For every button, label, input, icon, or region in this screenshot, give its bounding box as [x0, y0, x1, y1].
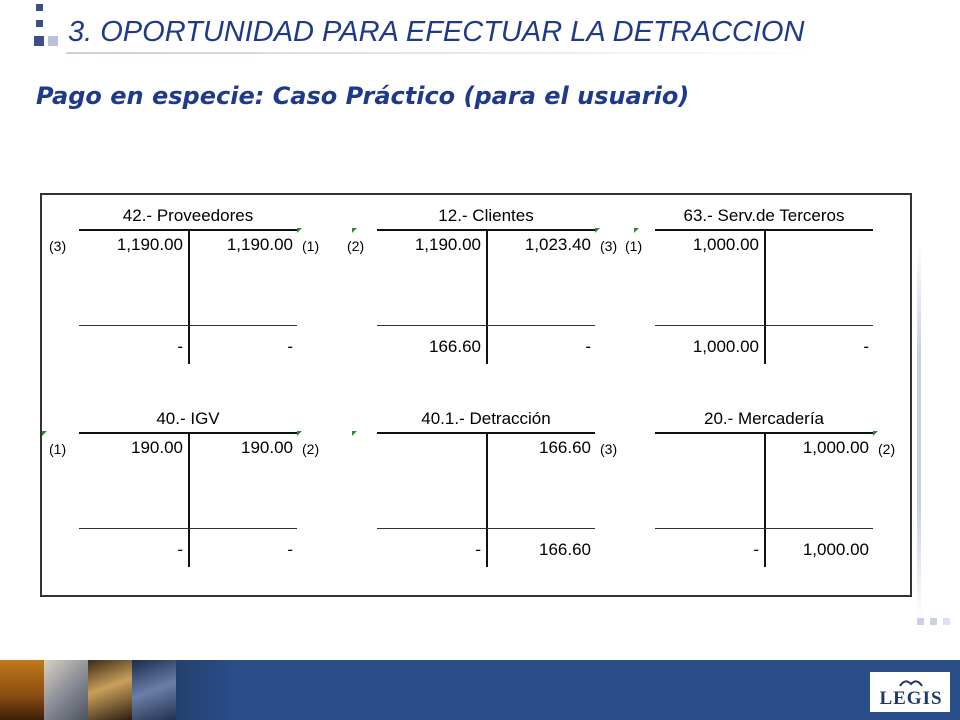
debit-balance: -	[475, 540, 481, 559]
debit-value: 190.00	[131, 438, 183, 457]
credit-balance: -	[863, 337, 869, 356]
account-total-line	[79, 325, 297, 326]
t-account-clientes	[347, 206, 618, 366]
debit-balance: -	[753, 540, 759, 559]
corner-marker	[352, 228, 357, 233]
account-divider	[764, 433, 766, 567]
credit-balance: -	[585, 337, 591, 356]
t-account-serv-terceros	[625, 206, 875, 366]
entry-ref: (1)	[49, 441, 67, 457]
account-title: 63.- Serv.de Terceros	[683, 206, 845, 225]
corner-marker	[297, 228, 302, 233]
debit-balance: -	[177, 540, 183, 559]
decor-vertical-bar	[917, 240, 921, 620]
account-title: 42.- Proveedores	[122, 206, 254, 225]
footer-photo-doctor	[44, 660, 88, 720]
decor-square	[34, 36, 44, 46]
account-title: 20.- Mercadería	[704, 409, 824, 428]
corner-marker	[595, 228, 600, 233]
debit-value: 1,190.00	[116, 235, 183, 254]
account-total-line	[655, 325, 873, 326]
debit-value: 1,000.00	[692, 235, 759, 254]
title-underline	[66, 52, 826, 54]
account-title: 12.- Clientes	[438, 206, 534, 225]
credit-balance: 1,000.00	[802, 540, 869, 559]
entry-ref: (2)	[302, 441, 320, 457]
debit-balance: -	[177, 337, 183, 356]
entry-ref: (1)	[302, 238, 320, 254]
account-total-line	[377, 528, 595, 529]
account-total-line	[79, 528, 297, 529]
decor-square	[917, 618, 924, 625]
entry-ref: (2)	[347, 238, 365, 254]
t-account-proveedores	[49, 206, 320, 366]
debit-balance: 166.60	[429, 337, 481, 356]
decor-square	[36, 4, 43, 11]
corner-marker	[42, 431, 47, 436]
entry-ref: (3)	[49, 238, 67, 254]
account-total-line	[377, 325, 595, 326]
account-title: 40.1.- Detracción	[421, 409, 551, 428]
account-divider	[188, 433, 190, 567]
credit-value: 1,000.00	[802, 438, 869, 457]
t-account-detraccion	[377, 409, 618, 569]
credit-balance: -	[287, 337, 293, 356]
t-account-mercaderia	[655, 409, 896, 569]
t-account-igv	[49, 409, 320, 569]
credit-value: 1,023.40	[524, 235, 591, 254]
credit-value: 190.00	[241, 438, 293, 457]
corner-marker	[873, 431, 878, 436]
slide-title: 3. OPORTUNIDAD PARA EFECTUAR LA DETRACCION	[68, 16, 805, 48]
account-divider	[188, 230, 190, 364]
footer-photo-laptop	[88, 660, 132, 720]
decor-square	[48, 36, 58, 46]
entry-ref: (1)	[625, 238, 643, 254]
account-divider	[764, 230, 766, 364]
decor-square	[930, 618, 937, 625]
entry-ref: (3)	[600, 238, 618, 254]
credit-value: 166.60	[539, 438, 591, 457]
entry-ref: (2)	[878, 441, 896, 457]
account-title: 40.- IGV	[156, 409, 220, 428]
credit-balance: 166.60	[539, 540, 591, 559]
account-divider	[486, 433, 488, 567]
debit-value: 1,190.00	[414, 235, 481, 254]
logo-text: LEGIS	[879, 688, 943, 709]
legis-logo	[870, 672, 950, 712]
footer-photo-fade	[176, 660, 236, 720]
corner-marker	[297, 431, 302, 436]
corner-marker	[352, 431, 357, 436]
footer-photo-sunset	[0, 660, 44, 720]
credit-balance: -	[287, 540, 293, 559]
entry-ref: (3)	[600, 441, 618, 457]
slide-subtitle: Pago en especie: Caso Práctico (para el usuario)	[36, 82, 690, 110]
account-total-line	[655, 528, 873, 529]
credit-value: 1,190.00	[226, 235, 293, 254]
decor-square	[943, 618, 950, 625]
corner-marker	[634, 228, 639, 233]
decor-square	[36, 20, 43, 27]
book-icon	[899, 676, 923, 688]
debit-balance: 1,000.00	[692, 337, 759, 356]
account-divider	[486, 230, 488, 364]
footer-photo-scales	[132, 660, 176, 720]
